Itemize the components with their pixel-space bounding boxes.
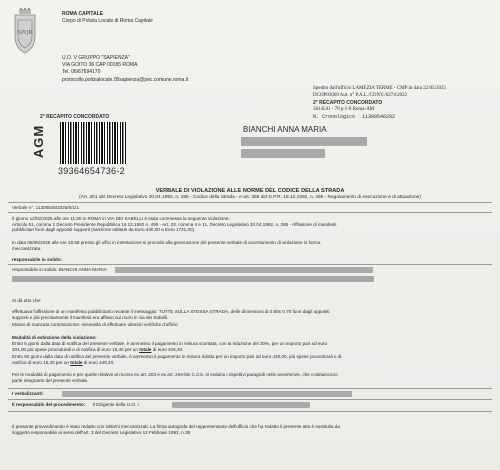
barcode: [60, 122, 126, 164]
violation-paragraph: [12, 216, 490, 233]
modalita-1: [12, 341, 490, 352]
verbale-number: Verbale n°: 11300546/2025/0/1/1: [12, 205, 79, 210]
divider: [8, 212, 492, 213]
cronologico-label: N. Cronologico: [313, 114, 356, 120]
footer-line: Il presente provvedimento è stato redatto con sistemi meccanizzati. La firma autografa del rappresentante dell'ufficio che ha redatto il presente atto è sostituita da: [12, 424, 340, 429]
chi-label: Si dà atto che:: [12, 298, 42, 303]
payment-line: Per le modalità di pagamento e per quelle relative al ricorso ex art. 203 e ex art. 204-bis C.d.S. si vedano i rispettivi paragrafi nelle avvertenze, che costituiscono: [12, 372, 338, 377]
fact-line: effettuava l'affissione di un manifesto pubblicitario recante il messaggio: TUTTE SULLA STESSA STRADA, delle dimensioni di 0.50x 0.70 fuori dagli appositi: [12, 309, 330, 314]
agm-label: AGM: [31, 124, 47, 159]
responsabile-name: BIANCHI ANNA MARIA: [58, 267, 107, 272]
violation-article: Articolo 51, comma 1 Decreto Presidente Repubblica 16.12.1992 n. 495 - Art. 23, comma 4 e 11, Decreto Legislativo 30.04.1992, n. 285 - Affissione di manifesti: [12, 221, 337, 227]
recapito-concordato: 2° RECAPITO CONCORDATO: [40, 114, 110, 120]
violation-sanction: pubblicitari fuori dagli appositi supporti (sanzione edittale da Euro 430,00 a Euro 1731,00): [12, 227, 195, 233]
document-title: VERBALE DI VIOLAZIONE ALLE NORME DEL CODICE DELLA STRADA: [155, 188, 345, 194]
modalita-line: Entro 60 giorni dalla data di notifica del presente verbale, è ammesso il pagamento in misura ridotta per un importo pari ad euro 430,00, più spese procedurali e di: [12, 354, 342, 359]
payment-line: parte integrante del presente verbale.: [12, 377, 89, 383]
procedimento-label: Il responsabile del procedimento:: [12, 402, 86, 407]
unit-pec: protocollo.polizialocale.05sapienza@pec.comune.roma.it: [62, 77, 189, 83]
payment-paragraph: [12, 372, 490, 383]
shipping-line-4: 5814541 - 70 p 1-6 Roma-AM: [313, 107, 375, 112]
redacted-responsabile: [115, 267, 373, 273]
shipping-line-2: DCOP03069 Aut. n° P.A.L./CONV./0274/2022: [313, 93, 408, 98]
generation-line: In data 05/05/2025 alle ore 15:58 presso gli uffici in intestazione si procede alla generazione del presente verbale di accertamento di violazione in forma: [12, 240, 321, 245]
footer-line: soggetto responsabile ai sensi dell'art. 3 del Decreto Legislativo 12 Febbraio 1993, n.39: [12, 429, 191, 435]
modalita-2: [12, 354, 490, 365]
shipping-recapito: 2° RECAPITO CONCORDATO: [313, 100, 383, 106]
modalita-line: Entro 5 giorni dalla data di notifica del presente verbale, è ammesso il pagamento in misura scontata, con la riduzione del 30%, per un importo pari ad euro: [12, 341, 328, 346]
cronologico: [313, 114, 395, 120]
modalita-line: 301,00 più spese procedurali e di notifica di euro 15,40 per un totale di euro 316,40.: [12, 346, 184, 352]
cronologico-value: 11300546202: [362, 114, 396, 120]
divider: [8, 388, 492, 389]
shipping-line-1: Spedito dall'ufficio LAMEZIA TERME - CMP in data 22/05/2025: [313, 86, 447, 91]
unit-name: U.O. V GRUPPO "SAPIENZA": [62, 55, 130, 61]
redacted-address: [241, 137, 367, 146]
divider: [8, 411, 492, 412]
redacted-verbalizzanti: [62, 391, 352, 397]
verbalizzanti-label: I verbalizzanti:: [12, 391, 44, 396]
generation-line: meccanizzata.: [12, 245, 42, 251]
divider: [8, 264, 492, 265]
redacted-responsabile-2: [12, 276, 374, 282]
redacted-city: [241, 149, 325, 158]
divider: [8, 202, 492, 203]
org-name: ROMA CAPITALE: [62, 11, 104, 17]
fact-paragraph: [12, 309, 490, 320]
document-subtitle: (Art. 201 del Decreto Legislativo 30.04.1992, n. 285 - Codice della Strada - e art. 385 del D.P.R. 16.12.1992, n. 495 - Regolamento di esecuzione e di attuazione): [79, 195, 421, 200]
modalita-line: notifica di euro 15,40 per un totale di euro 445,40.: [12, 359, 115, 365]
redacted-dirigente: [172, 402, 310, 408]
motivo: Motivo di mancata contestazione: necessità di effettuare ulteriori verifiche d'ufficio: [12, 322, 178, 327]
violation-line: Il giorno 12/02/2025 alle ore 11:30 in ROMA in VIA DEI SABELLI è stata commessa la seguente violazione:: [12, 216, 230, 221]
fact-line: supporti e più precisamente il manifesti era affisso sul muro in via dei Sabelli.: [12, 314, 169, 320]
roma-capitale-emblem-icon: [11, 8, 39, 54]
barcode-number: 39364654736-2: [58, 166, 125, 176]
footer-paragraph: [12, 424, 490, 435]
generation-paragraph: [12, 240, 490, 251]
responsabile-label: responsabile in solido:: [12, 257, 63, 262]
responsabile-prefix: responsabile in solido:: [12, 267, 59, 272]
modalita-title: Modalità di estinzione della violazione:: [12, 335, 97, 340]
recipient-name: BIANCHI ANNA MARIA: [243, 125, 327, 134]
unit-phone: Tel. 06/67694170: [62, 69, 101, 75]
procedimento-value: Il Dirigente della U.O. I: [92, 402, 139, 407]
svg-text:SPQR: SPQR: [17, 30, 33, 36]
divider: [8, 399, 492, 400]
unit-address: VIA GOITO 36 CAP 00185 ROMA: [62, 62, 138, 68]
org-subtitle: Corpo di Polizia Locale di Roma Capitale: [62, 18, 153, 24]
